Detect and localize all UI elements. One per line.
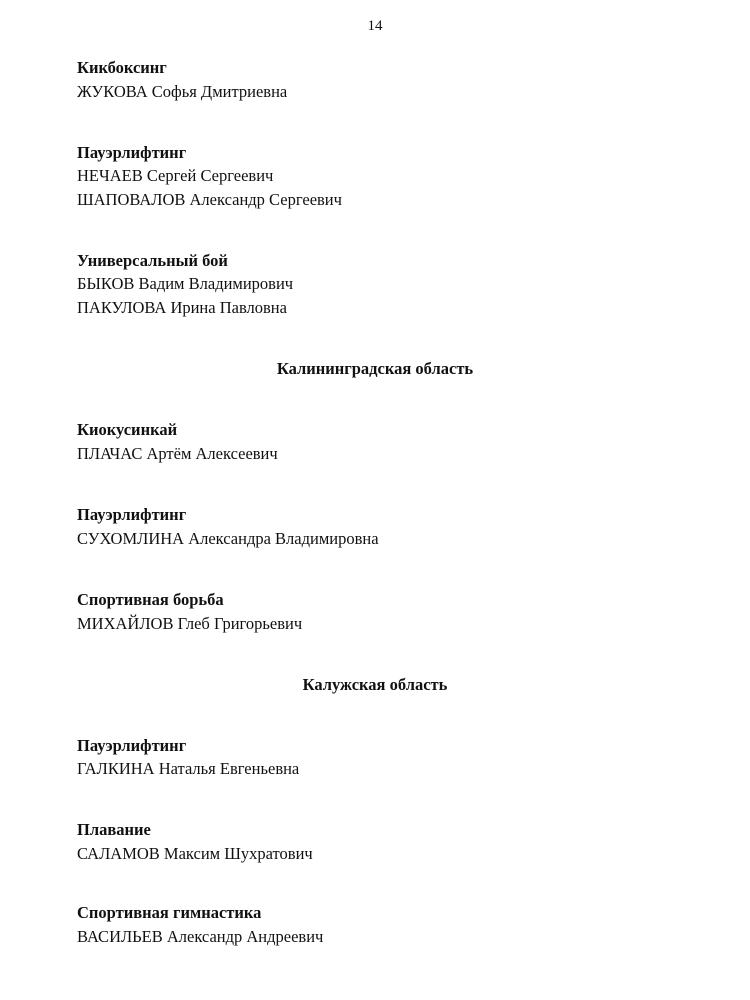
athlete-name: МИХАЙЛОВ Глеб Григорьевич <box>77 614 303 633</box>
sport-heading-swimming: Плавание <box>77 820 151 839</box>
athlete-name: ПЛАЧАС Артём Алексеевич <box>77 444 278 463</box>
page-number: 14 <box>367 18 383 34</box>
sport-heading-wrestling: Спортивная борьба <box>77 590 224 609</box>
athlete-name: ГАЛКИНА Наталья Евгеньевна <box>77 759 300 778</box>
sport-heading-powerlifting: Пауэрлифтинг <box>77 143 187 162</box>
athlete-name: ЖУКОВА Софья Дмитриевна <box>77 82 288 101</box>
athlete-name: ПАКУЛОВА Ирина Павловна <box>77 298 287 317</box>
athlete-name: ВАСИЛЬЕВ Александр Андреевич <box>77 927 324 946</box>
athlete-name: ШАПОВАЛОВ Александр Сергеевич <box>77 190 342 209</box>
sport-heading-powerlifting: Пауэрлифтинг <box>77 736 187 755</box>
sport-heading-universal-fight: Универсальный бой <box>77 251 228 270</box>
sport-heading-gymnastics: Спортивная гимнастика <box>77 903 262 922</box>
region-heading-kaluga: Калужская область <box>302 675 448 694</box>
sport-heading-kyokushinkai: Киокусинкай <box>77 420 178 439</box>
region-heading-kaliningrad: Калининградская область <box>276 359 474 378</box>
athlete-name: БЫКОВ Вадим Владимирович <box>77 274 294 293</box>
athlete-name: СУХОМЛИНА Александра Владимировна <box>77 529 379 548</box>
athlete-name: САЛАМОВ Максим Шухратович <box>77 844 313 863</box>
sport-heading-kickboxing: Кикбоксинг <box>77 58 167 77</box>
sport-heading-powerlifting: Пауэрлифтинг <box>77 505 187 524</box>
athlete-name: НЕЧАЕВ Сергей Сергеевич <box>77 166 274 185</box>
